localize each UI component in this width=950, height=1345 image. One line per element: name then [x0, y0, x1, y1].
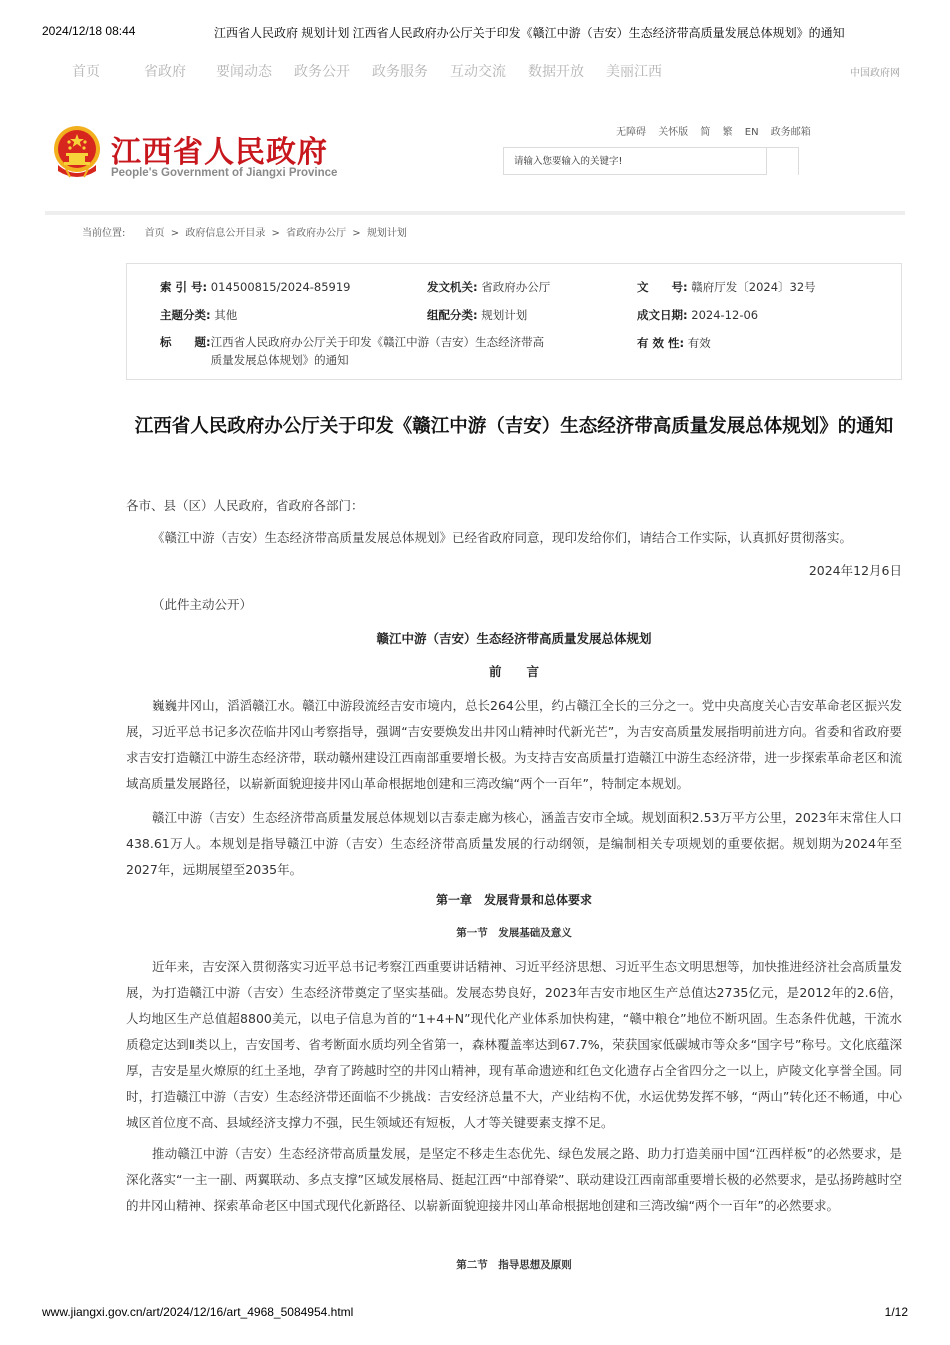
print-page-title: 江西省人民政府 规划计划 江西省人民政府办公厅关于印发《赣江中游（吉安）生态经济带高质量发展总体规划》的通知: [214, 26, 845, 40]
breadcrumb-gov-info-catalog[interactable]: 政府信息公开目录: [185, 228, 266, 239]
nav-item-beautiful-jiangxi[interactable]: 美丽江西: [606, 64, 662, 80]
preface-paragraph-1: 巍巍井冈山，滔滔赣江水。赣江中游段流经吉安市境内，总长264公里，约占赣江全长的三分之一。党中央高度关心吉安革命老区振兴发展，习近平总书记多次莅临井冈山考察指导，强调“吉安要焕发出井冈山精神时代新光芒”，为吉安高质量发展指明前进方向。省委和省政府要求吉安打造赣江中游生态经济带，联动赣州建设江西南部重要增长极。为支持吉安高质量打造赣江中游生态经济带，进一步探索革命老区和流域高质量发展路径，以崭新面貌迎接井冈山革命根据地创建和三湾改编“两个一百年”，特制定本规划。: [126, 698, 902, 791]
breadcrumb-label: 当前位置:: [82, 228, 126, 239]
english-link[interactable]: EN: [744, 127, 759, 138]
nav-item-interaction[interactable]: 互动交流: [450, 64, 506, 80]
section-1-paragraph-2: 推动赣江中游（吉安）生态经济带高质量发展，是坚定不移走生态优先、绿色发展之路、助力打造美丽中国“江西样板”的必然要求，是深化落实“一主一副、两翼联动、多点支撑”区域发展格局、挺起江西“中部脊梁”、联动建设江西南部重要增长极的必然要求，是弘扬跨越时空的井冈山精神、探索革命老区中国式现代化新路径、以崭新面貌迎接井冈山革命根据地创建和三湾改编“两个一百年”的必然要求。: [126, 1146, 902, 1213]
meta-docno-label: 文 号:: [637, 280, 688, 294]
meta-title: [160, 333, 555, 369]
meta-issuer-value: 省政府办公厅: [481, 280, 551, 294]
breadcrumb-plans[interactable]: 规划计划: [366, 228, 407, 239]
print-url: www.jiangxi.gov.cn/art/2024/12/16/art_4968_5084954.html: [42, 1305, 354, 1319]
section-1-heading: 第一节 发展基础及意义: [456, 927, 572, 939]
print-timestamp: 2024/12/18 08:44: [42, 24, 136, 38]
header-divider: [45, 211, 905, 215]
meta-validity-value: 有效: [687, 336, 711, 350]
breadcrumb-general-office[interactable]: 省政府办公厅: [286, 228, 347, 239]
meta-org-category-value: 规划计划: [481, 308, 528, 322]
section-1-paragraph-1: 近年来，吉安深入贯彻落实习近平总书记考察江西重要讲话精神、习近平经济思想、习近平生态文明思想等，加快推进经济社会高质量发展，为打造赣江中游（吉安）生态经济带奠定了坚实基础。发展态势良好，2023年吉安市地区生产总值达2735亿元，是2012年的2.6倍，人均地区生产总值超8800美元，以电子信息为首的“1+4+N”现代化产业体系加快构建，“赣中粮仓”地位不断巩固。生态条件优越，干流水质稳定达到Ⅱ类以上，吉安国考、省考断面水质均列全省第一，森林覆盖率达到67.7%，荣获国家低碳城市等众多“国字号”称号。文化底蕴深厚，吉安是星火燎原的红土圣地，孕育了跨越时空的井冈山精神，现有革命遗迹和红色文化遗存占全省四分之一以上，庐陵文化享誉全国。同时，打造赣江中游（吉安）生态经济带还面临不少挑战：吉安经济总量不大，产业结构不优，水运优势发挥不够，“两山”转化还不畅通，中心城区首位度不高、县域经济支撑力不强，民生领域还有短板，人才等关键要素支撑不足。: [126, 959, 903, 1130]
meta-validity-label: 有 效 性:: [637, 336, 685, 350]
disclosure-note: （此件主动公开）: [152, 597, 253, 612]
nav-item-news[interactable]: 要闻动态: [216, 64, 272, 80]
meta-title-value: 江西省人民政府办公厅关于印发《赣江中游（吉安）生态经济带高质量发展总体规划》的通知: [210, 335, 545, 367]
site-logo[interactable]: [52, 122, 352, 184]
search-box: [503, 147, 799, 175]
meta-index-value: 014500815/2024-85919: [210, 280, 351, 294]
notice-date: 2024年12月6日: [808, 563, 902, 578]
breadcrumb-home[interactable]: 首页: [144, 228, 165, 239]
meta-topic-value: 其他: [214, 308, 238, 322]
preface-heading: 前 言: [488, 664, 539, 679]
national-emblem-icon: [52, 125, 102, 180]
accessibility-link[interactable]: 无障碍: [616, 127, 646, 138]
meta-docno: [637, 279, 816, 295]
logo-title-cn: 江西省人民政府: [111, 135, 328, 170]
meta-issuer-label: 发文机关:: [427, 280, 478, 294]
notice-body: 《赣江中游（吉安）生态经济带高质量发展总体规划》已经省政府同意，现印发给你们，请结合工作实际，认真抓好贯彻落实。: [152, 530, 853, 545]
plan-title: 赣江中游（吉安）生态经济带高质量发展总体规划: [376, 631, 652, 646]
meta-validity: [637, 335, 711, 351]
traditional-chinese-link[interactable]: 繁: [722, 127, 733, 138]
preface-paragraph-2: 赣江中游（吉安）生态经济带高质量发展总体规划以吉泰走廊为核心，涵盖吉安市全域。规划面积2.53万平方公里，2023年末常住人口438.61万人。本规划是指导赣江中游（吉安）生态经济带高质量发展的行动纲领，是编制相关专项规划的重要依据。规划期为2024年至2027年，远期展望至2035年。: [126, 810, 902, 877]
china-gov-net-link[interactable]: 中国政府网: [850, 68, 900, 79]
search-input[interactable]: [503, 147, 767, 175]
article-title: 江西省人民政府办公厅关于印发《赣江中游（吉安）生态经济带高质量发展总体规划》的通知: [134, 416, 894, 437]
salutation: 各市、县（区）人民政府，省政府各部门：: [126, 498, 364, 513]
section-2-heading: 第二节 指导思想及原则: [456, 1259, 572, 1271]
nav-item-home[interactable]: 首页: [72, 64, 100, 80]
breadcrumb-separator: >: [170, 228, 180, 239]
meta-index-label: 索 引 号:: [160, 280, 208, 294]
elder-mode-link[interactable]: 关怀版: [658, 127, 689, 138]
meta-date-value: 2024-12-06: [691, 308, 759, 322]
meta-org-category: [427, 307, 527, 323]
logo-title-en: People's Government of Jiangxi Province: [111, 167, 338, 179]
meta-topic: [160, 307, 237, 323]
meta-title-label: 标 题:: [160, 335, 211, 349]
document-metadata-table: [126, 263, 902, 380]
simplified-chinese-link[interactable]: 简: [700, 127, 711, 138]
gov-mailbox-link[interactable]: 政务邮箱: [770, 127, 811, 138]
top-nav: [72, 61, 684, 81]
meta-date-label: 成文日期:: [637, 308, 688, 322]
breadcrumb-separator: >: [271, 228, 280, 239]
meta-issuer: [427, 279, 550, 295]
meta-docno-value: 赣府厅发〔2024〕32号: [691, 280, 816, 294]
page-number: 1/12: [884, 1305, 908, 1319]
meta-org-category-label: 组配分类:: [427, 308, 478, 322]
nav-item-open-data[interactable]: 数据开放: [528, 64, 584, 80]
print-footer: [42, 1305, 908, 1319]
meta-date: [637, 307, 758, 323]
breadcrumb-separator: >: [352, 228, 361, 239]
meta-index: [160, 279, 351, 295]
chapter-1-heading: 第一章 发展背景和总体要求: [435, 893, 592, 907]
nav-item-gov-services[interactable]: 政务服务: [372, 64, 428, 80]
utility-links: [616, 123, 820, 138]
print-header: [42, 24, 910, 40]
breadcrumb: [82, 224, 407, 239]
meta-topic-label: 主题分类:: [160, 308, 211, 322]
nav-item-provincial-gov[interactable]: 省政府: [144, 64, 186, 80]
nav-item-gov-affairs-public[interactable]: 政务公开: [294, 64, 350, 80]
search-button[interactable]: [767, 147, 799, 175]
